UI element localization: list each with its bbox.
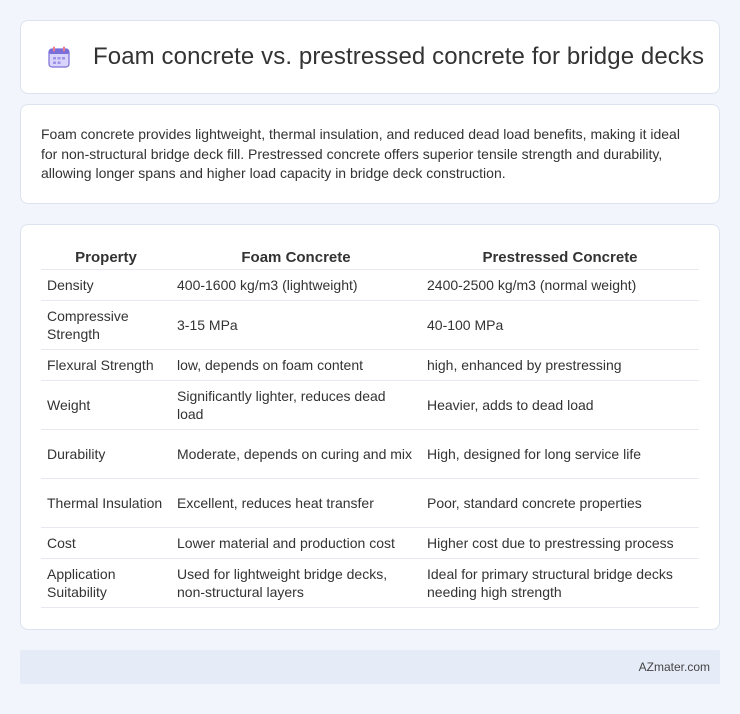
comparison-table-card <box>20 224 720 630</box>
prestressed-cell: Heavier, adds to dead load <box>421 380 699 429</box>
summary-text: Foam concrete provides lightweight, thermal insulation, and reduced dead load benefits, making it ideal for non-structural bridge deck fill. Prestressed concrete offers superior tensile strength and durability, allowing longer spans and higher load capacity in bridge deck construction. <box>41 126 680 181</box>
prestressed-cell: Poor, standard concrete properties <box>421 478 699 527</box>
foam-cell: Excellent, reduces heat transfer <box>171 478 421 527</box>
header-prestressed-concrete: Prestressed Concrete <box>421 245 699 269</box>
table-row <box>41 269 699 300</box>
header-property: Property <box>41 245 171 269</box>
prestressed-cell: 40-100 MPa <box>421 300 699 349</box>
table-row <box>41 478 699 527</box>
prestressed-cell: 2400-2500 kg/m3 (normal weight) <box>421 269 699 300</box>
property-cell: Density <box>41 269 171 300</box>
summary-card <box>20 104 720 204</box>
foam-cell: Used for lightweight bridge decks, non-structural layers <box>171 558 421 607</box>
prestressed-cell: High, designed for long service life <box>421 429 699 478</box>
table-row <box>41 349 699 380</box>
foam-cell: Moderate, depends on curing and mix <box>171 429 421 478</box>
calendar-icon <box>47 45 71 69</box>
prestressed-cell: high, enhanced by prestressing <box>421 349 699 380</box>
table-header-row <box>41 245 699 269</box>
page-title: Foam concrete vs. prestressed concrete for bridge decks <box>93 43 705 70</box>
property-cell: Weight <box>41 380 171 429</box>
footer-bar <box>20 650 720 684</box>
header-foam-concrete: Foam Concrete <box>171 245 421 269</box>
table-row <box>41 300 699 349</box>
foam-cell: 400-1600 kg/m3 (lightweight) <box>171 269 421 300</box>
property-cell: Thermal Insulation <box>41 478 171 527</box>
table-row <box>41 380 699 429</box>
header-card <box>20 20 720 94</box>
prestressed-cell: Ideal for primary structural bridge decks needing high strength <box>421 558 699 607</box>
foam-cell: low, depends on foam content <box>171 349 421 380</box>
property-cell: Flexural Strength <box>41 349 171 380</box>
foam-cell: Lower material and production cost <box>171 527 421 558</box>
comparison-table <box>41 245 699 608</box>
table-row <box>41 527 699 558</box>
property-cell: Application Suitability <box>41 558 171 607</box>
table-row <box>41 429 699 478</box>
table-row <box>41 558 699 607</box>
property-cell: Compressive Strength <box>41 300 171 349</box>
foam-cell: 3-15 MPa <box>171 300 421 349</box>
prestressed-cell: Higher cost due to prestressing process <box>421 527 699 558</box>
property-cell: Cost <box>41 527 171 558</box>
foam-cell: Significantly lighter, reduces dead load <box>171 380 421 429</box>
footer-brand[interactable]: AZmater.com <box>638 660 710 674</box>
property-cell: Durability <box>41 429 171 478</box>
